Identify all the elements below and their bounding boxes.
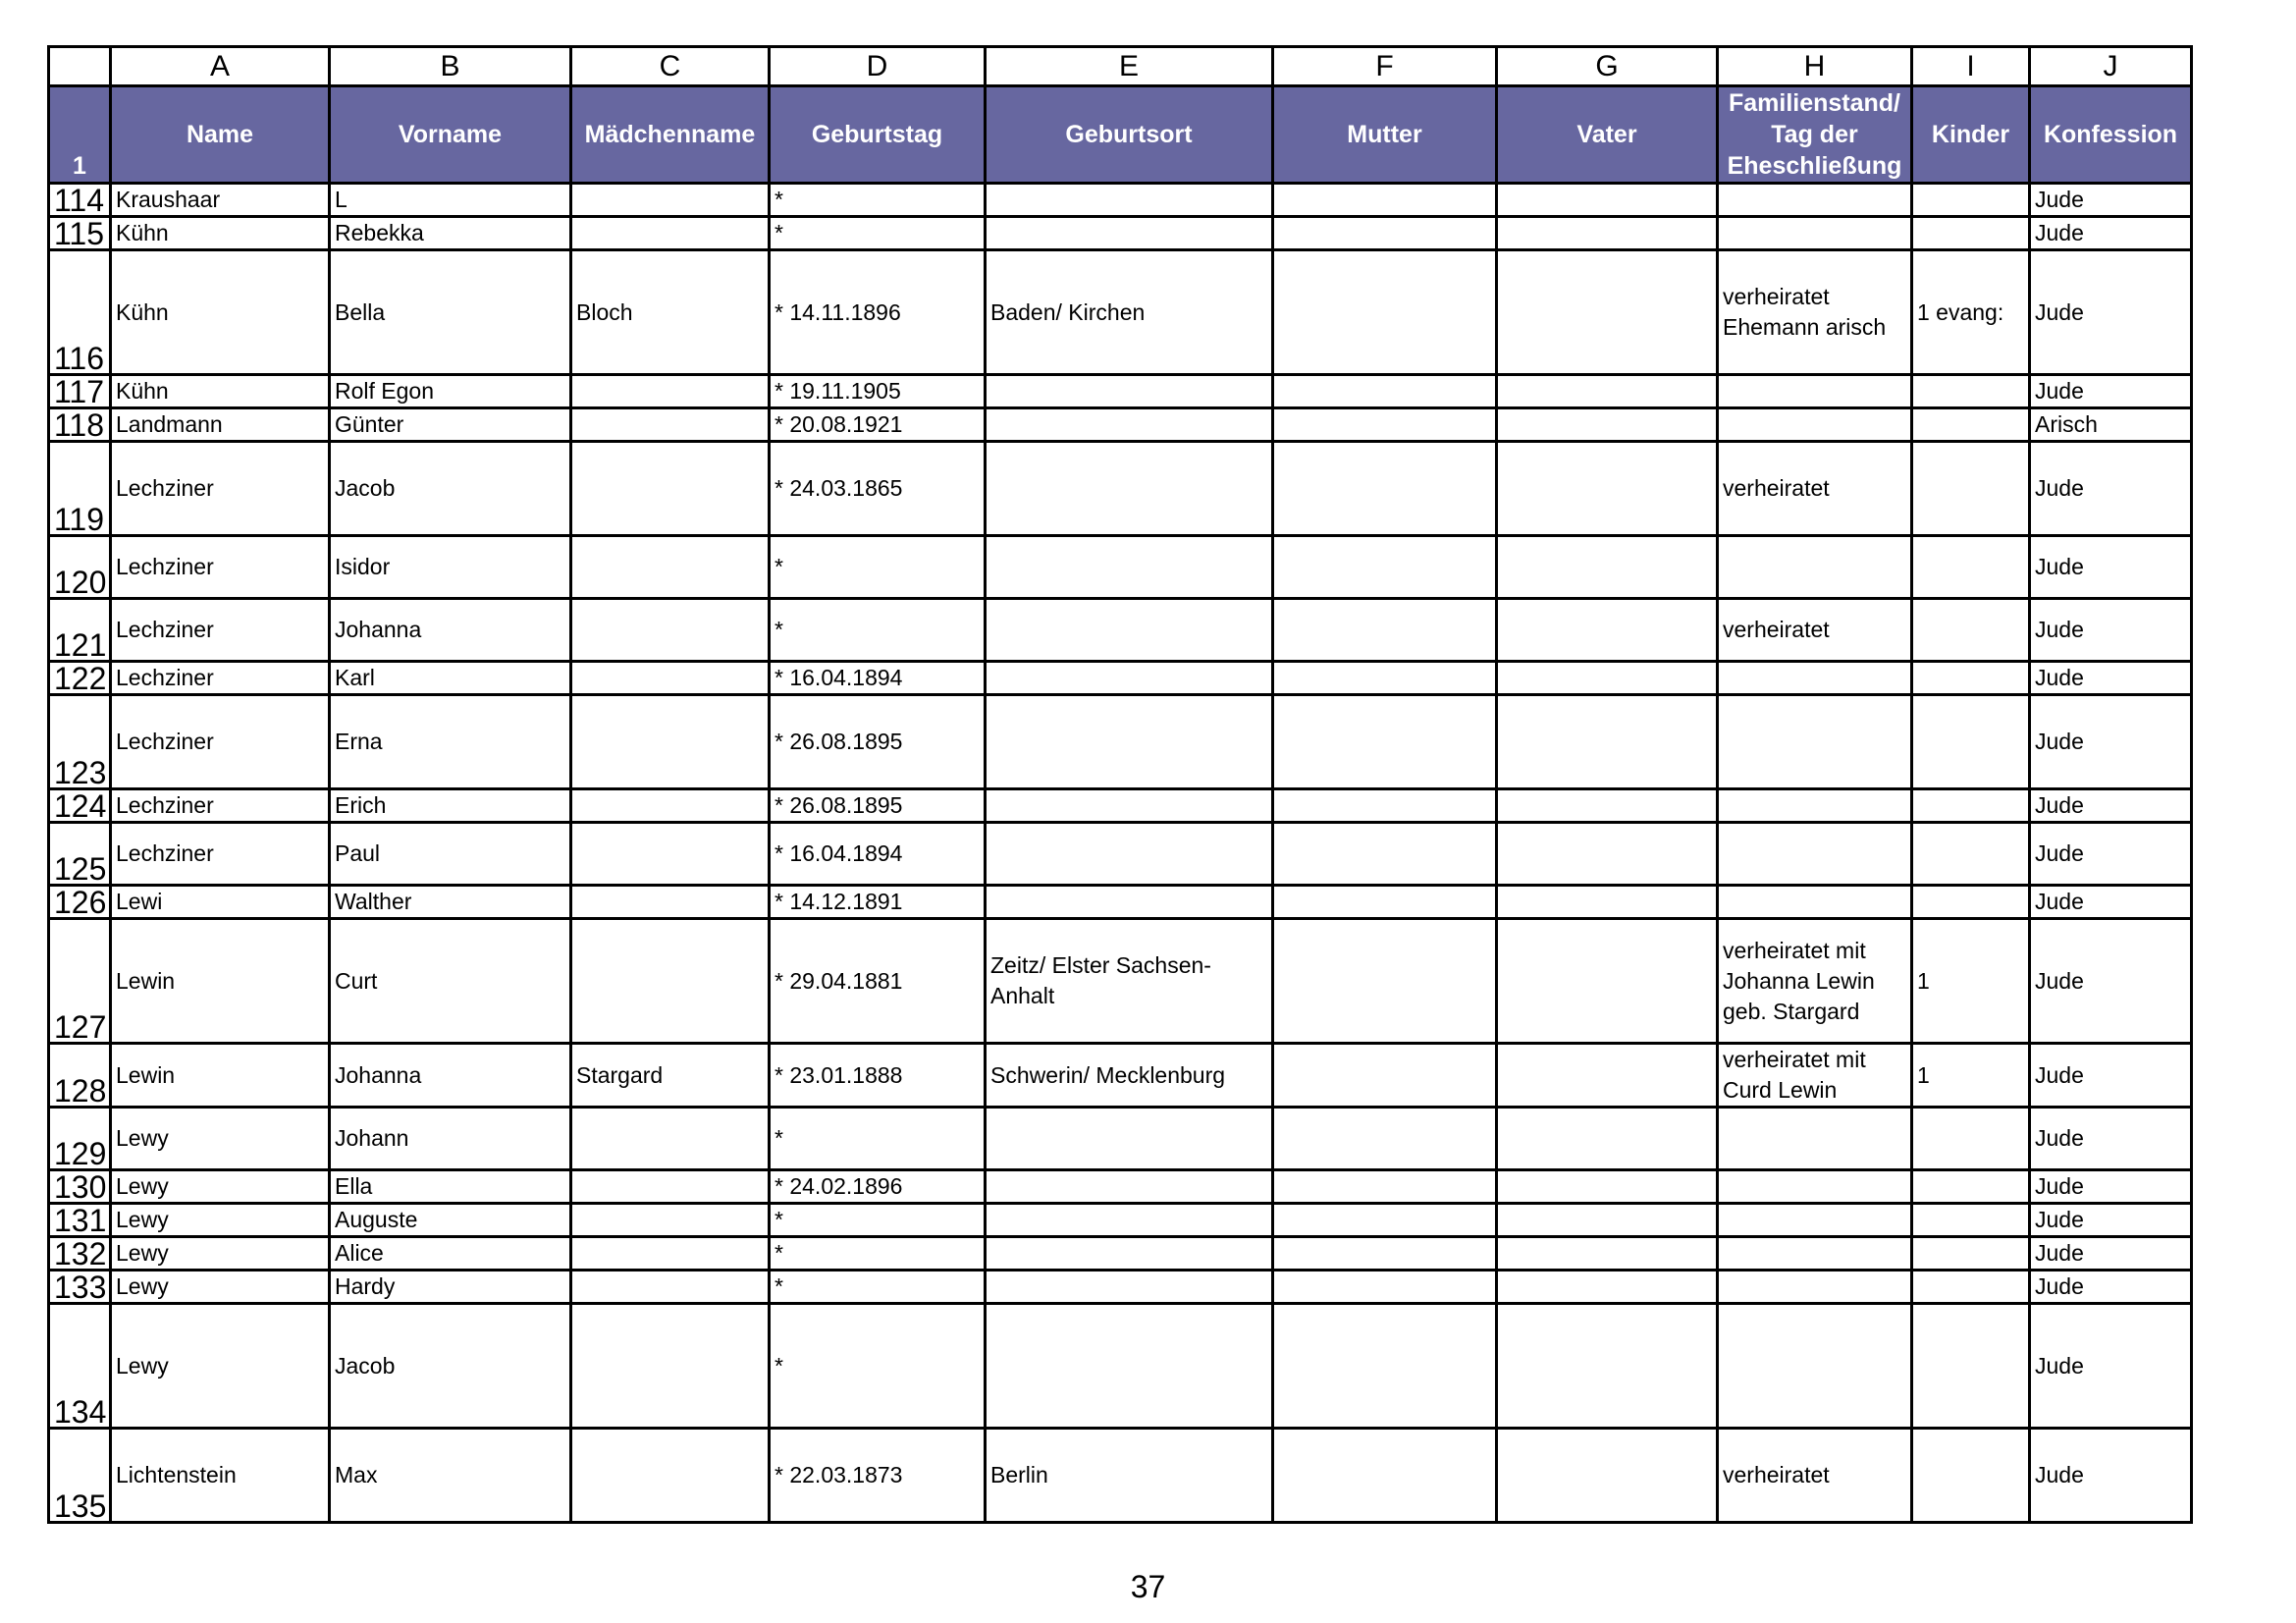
column-header: Name: [111, 86, 330, 184]
table-cell: * 16.04.1894: [770, 662, 986, 695]
table-cell: [1912, 1271, 2030, 1304]
table-cell: [1497, 886, 1718, 919]
column-letter: C: [571, 47, 770, 86]
table-cell: Rebekka: [330, 217, 571, 250]
table-cell: [1718, 789, 1912, 823]
table-row: [49, 1108, 2192, 1170]
table-cell: Jude: [2030, 184, 2192, 217]
table-cell: [986, 662, 1273, 695]
table-cell: [571, 1304, 770, 1429]
table-cell: [571, 375, 770, 408]
table-cell: Jacob: [330, 1304, 571, 1429]
row-number: 1: [49, 86, 111, 184]
table-cell: Rolf Egon: [330, 375, 571, 408]
table-cell: [986, 1204, 1273, 1237]
table-cell: Karl: [330, 662, 571, 695]
table-cell: Kühn: [111, 217, 330, 250]
page-number: 37: [1130, 1569, 1166, 1604]
header-row: [49, 86, 2192, 184]
table-cell: [571, 1108, 770, 1170]
column-letter: I: [1912, 47, 2030, 86]
table-cell: Jude: [2030, 1429, 2192, 1523]
table-cell: Kraushaar: [111, 184, 330, 217]
table-cell: Landmann: [111, 408, 330, 442]
row-number: 126: [49, 886, 111, 919]
table-cell: [1497, 1044, 1718, 1108]
table-row: [49, 1204, 2192, 1237]
table-cell: * 26.08.1895: [770, 789, 986, 823]
table-cell: [1912, 599, 2030, 662]
table-cell: *: [770, 536, 986, 599]
table-cell: Johanna: [330, 1044, 571, 1108]
table-cell: [1912, 1237, 2030, 1271]
row-number: 123: [49, 695, 111, 789]
table-cell: Lewy: [111, 1271, 330, 1304]
table-cell: *: [770, 1204, 986, 1237]
table-cell: [1718, 1304, 1912, 1429]
table-cell: [1718, 823, 1912, 886]
table-cell: * 14.11.1896: [770, 250, 986, 375]
table-cell: [986, 217, 1273, 250]
table-cell: [1273, 789, 1497, 823]
table-cell: [1497, 184, 1718, 217]
table-cell: Berlin: [986, 1429, 1273, 1523]
column-letter: D: [770, 47, 986, 86]
table-cell: [1273, 442, 1497, 536]
table-cell: [1497, 408, 1718, 442]
row-number: 119: [49, 442, 111, 536]
table-row: [49, 1237, 2192, 1271]
table-cell: [1273, 919, 1497, 1044]
table-cell: Hardy: [330, 1271, 571, 1304]
table-cell: [986, 695, 1273, 789]
column-header: Familienstand/ Tag der Eheschließung: [1718, 86, 1912, 184]
table-cell: [1718, 408, 1912, 442]
table-cell: [1912, 442, 2030, 536]
column-letter: F: [1273, 47, 1497, 86]
table-cell: [1912, 823, 2030, 886]
table-cell: [1912, 1429, 2030, 1523]
table-cell: Lewin: [111, 919, 330, 1044]
table-cell: [1273, 1204, 1497, 1237]
table-cell: [1718, 695, 1912, 789]
row-number: 129: [49, 1108, 111, 1170]
table-cell: *: [770, 599, 986, 662]
table-cell: Zeitz/ Elster Sachsen- Anhalt: [986, 919, 1273, 1044]
table-cell: [986, 886, 1273, 919]
table-cell: [1273, 1304, 1497, 1429]
table-row: [49, 695, 2192, 789]
table-cell: [1497, 1271, 1718, 1304]
table-cell: [1273, 1044, 1497, 1108]
column-letter: A: [111, 47, 330, 86]
table-cell: Erich: [330, 789, 571, 823]
table-cell: Jude: [2030, 662, 2192, 695]
table-cell: Jude: [2030, 375, 2192, 408]
corner-cell: [49, 47, 111, 86]
table-cell: [1718, 886, 1912, 919]
column-letter: G: [1497, 47, 1718, 86]
table-cell: Lichtenstein: [111, 1429, 330, 1523]
table-cell: Walther: [330, 886, 571, 919]
table-cell: Jude: [2030, 789, 2192, 823]
table-cell: [571, 536, 770, 599]
table-row: [49, 375, 2192, 408]
table-cell: [1273, 184, 1497, 217]
table-row: [49, 1429, 2192, 1523]
table-cell: Lewy: [111, 1304, 330, 1429]
row-number: 117: [49, 375, 111, 408]
row-number: 124: [49, 789, 111, 823]
table-cell: [986, 1108, 1273, 1170]
table-cell: Schwerin/ Mecklenburg: [986, 1044, 1273, 1108]
table-cell: *: [770, 1108, 986, 1170]
table-row: [49, 217, 2192, 250]
table-cell: [571, 217, 770, 250]
table-cell: Lewy: [111, 1108, 330, 1170]
table-row: [49, 442, 2192, 536]
table-cell: Lechziner: [111, 823, 330, 886]
table-row: [49, 536, 2192, 599]
table-cell: * 14.12.1891: [770, 886, 986, 919]
table-cell: [1497, 789, 1718, 823]
table-cell: Jude: [2030, 250, 2192, 375]
column-header: Vorname: [330, 86, 571, 184]
table-cell: Kühn: [111, 250, 330, 375]
row-number: 130: [49, 1170, 111, 1204]
table-cell: Lechziner: [111, 599, 330, 662]
spreadsheet-body: [49, 47, 2192, 1523]
table-cell: [571, 789, 770, 823]
table-cell: 1: [1912, 919, 2030, 1044]
table-row: [49, 1170, 2192, 1204]
table-cell: [986, 408, 1273, 442]
table-cell: 1 evang:: [1912, 250, 2030, 375]
table-cell: *: [770, 1271, 986, 1304]
row-number: 135: [49, 1429, 111, 1523]
row-number: 114: [49, 184, 111, 217]
row-number: 127: [49, 919, 111, 1044]
table-cell: Lechziner: [111, 536, 330, 599]
table-cell: [1273, 1237, 1497, 1271]
table-cell: [1497, 823, 1718, 886]
table-cell: Jacob: [330, 442, 571, 536]
table-cell: Bloch: [571, 250, 770, 375]
table-cell: [571, 695, 770, 789]
table-row: [49, 250, 2192, 375]
row-number: 115: [49, 217, 111, 250]
spreadsheet-table: [47, 45, 2193, 1524]
table-cell: [1912, 184, 2030, 217]
table-cell: [1912, 886, 2030, 919]
table-cell: [1718, 375, 1912, 408]
table-cell: [1497, 1237, 1718, 1271]
table-cell: [986, 1271, 1273, 1304]
table-cell: [1718, 1237, 1912, 1271]
table-cell: [571, 823, 770, 886]
table-row: [49, 662, 2192, 695]
table-cell: * 26.08.1895: [770, 695, 986, 789]
table-cell: Lechziner: [111, 662, 330, 695]
row-number: 122: [49, 662, 111, 695]
table-cell: Erna: [330, 695, 571, 789]
table-cell: [571, 1237, 770, 1271]
table-cell: Lewy: [111, 1204, 330, 1237]
table-cell: verheiratet mit Johanna Lewin geb. Stargard: [1718, 919, 1912, 1044]
table-row: [49, 789, 2192, 823]
table-cell: Lechziner: [111, 695, 330, 789]
table-cell: Jude: [2030, 919, 2192, 1044]
table-cell: [1718, 184, 1912, 217]
table-cell: *: [770, 217, 986, 250]
table-cell: * 29.04.1881: [770, 919, 986, 1044]
column-header: Vater: [1497, 86, 1718, 184]
table-cell: [1718, 1271, 1912, 1304]
table-row: [49, 184, 2192, 217]
table-cell: [1273, 599, 1497, 662]
table-cell: [1497, 250, 1718, 375]
row-number: 134: [49, 1304, 111, 1429]
table-cell: Stargard: [571, 1044, 770, 1108]
table-cell: [571, 919, 770, 1044]
table-cell: [1912, 695, 2030, 789]
table-cell: Curt: [330, 919, 571, 1044]
row-number: 125: [49, 823, 111, 886]
table-cell: [1497, 1429, 1718, 1523]
table-cell: [1718, 1204, 1912, 1237]
table-cell: [571, 1204, 770, 1237]
row-number: 116: [49, 250, 111, 375]
table-cell: *: [770, 1237, 986, 1271]
table-cell: [1912, 375, 2030, 408]
table-cell: [1497, 919, 1718, 1044]
table-cell: Jude: [2030, 1170, 2192, 1204]
column-header: Kinder: [1912, 86, 2030, 184]
table-cell: Lewy: [111, 1237, 330, 1271]
table-cell: Lewy: [111, 1170, 330, 1204]
table-cell: Lechziner: [111, 442, 330, 536]
table-cell: [1912, 662, 2030, 695]
row-number: 133: [49, 1271, 111, 1304]
table-row: [49, 599, 2192, 662]
table-cell: * 19.11.1905: [770, 375, 986, 408]
table-cell: [1273, 217, 1497, 250]
table-cell: [1497, 599, 1718, 662]
table-cell: [571, 408, 770, 442]
table-cell: [1273, 536, 1497, 599]
table-cell: Lewin: [111, 1044, 330, 1108]
table-cell: [1497, 662, 1718, 695]
table-cell: Lewi: [111, 886, 330, 919]
table-cell: Paul: [330, 823, 571, 886]
table-cell: [1273, 662, 1497, 695]
row-number: 132: [49, 1237, 111, 1271]
table-cell: Jude: [2030, 823, 2192, 886]
table-cell: [571, 886, 770, 919]
table-cell: Kühn: [111, 375, 330, 408]
table-cell: [571, 1271, 770, 1304]
row-number: 118: [49, 408, 111, 442]
table-cell: * 24.02.1896: [770, 1170, 986, 1204]
table-cell: verheiratet: [1718, 1429, 1912, 1523]
table-cell: [1497, 442, 1718, 536]
table-cell: [1912, 1204, 2030, 1237]
table-cell: [1273, 1170, 1497, 1204]
table-cell: [1912, 217, 2030, 250]
table-cell: [1912, 1304, 2030, 1429]
table-cell: [1273, 823, 1497, 886]
table-cell: [1497, 1204, 1718, 1237]
table-cell: [1912, 408, 2030, 442]
table-cell: verheiratet Ehemann arisch: [1718, 250, 1912, 375]
table-cell: [986, 1237, 1273, 1271]
table-row: [49, 919, 2192, 1044]
table-cell: Jude: [2030, 536, 2192, 599]
table-cell: [986, 789, 1273, 823]
table-cell: [571, 442, 770, 536]
table-row: [49, 1304, 2192, 1429]
table-cell: Jude: [2030, 1044, 2192, 1108]
column-letter: H: [1718, 47, 1912, 86]
table-cell: [1273, 1429, 1497, 1523]
table-cell: verheiratet: [1718, 599, 1912, 662]
column-letter-row: [49, 47, 2192, 86]
row-number: 128: [49, 1044, 111, 1108]
table-cell: [1718, 217, 1912, 250]
table-cell: Johann: [330, 1108, 571, 1170]
table-row: [49, 408, 2192, 442]
table-cell: Isidor: [330, 536, 571, 599]
table-cell: [1912, 536, 2030, 599]
column-letter: E: [986, 47, 1273, 86]
table-cell: [1912, 1170, 2030, 1204]
table-cell: [986, 184, 1273, 217]
table-cell: verheiratet mit Curd Lewin: [1718, 1044, 1912, 1108]
table-cell: [1497, 217, 1718, 250]
table-cell: [1497, 695, 1718, 789]
table-cell: [1273, 408, 1497, 442]
column-letter: B: [330, 47, 571, 86]
table-cell: Günter: [330, 408, 571, 442]
table-cell: [1273, 250, 1497, 375]
column-header: Geburtsort: [986, 86, 1273, 184]
table-cell: [571, 599, 770, 662]
table-cell: Jude: [2030, 1237, 2192, 1271]
table-cell: [1497, 375, 1718, 408]
table-cell: L: [330, 184, 571, 217]
row-number: 120: [49, 536, 111, 599]
table-cell: Jude: [2030, 1204, 2192, 1237]
table-cell: [986, 1304, 1273, 1429]
column-letter: J: [2030, 47, 2192, 86]
table-cell: [986, 823, 1273, 886]
table-cell: [1497, 1108, 1718, 1170]
table-cell: Jude: [2030, 1304, 2192, 1429]
table-cell: Jude: [2030, 442, 2192, 536]
table-cell: [1718, 662, 1912, 695]
table-cell: [1718, 536, 1912, 599]
table-cell: * 23.01.1888: [770, 1044, 986, 1108]
table-cell: 1: [1912, 1044, 2030, 1108]
table-cell: [571, 1170, 770, 1204]
column-header: Geburtstag: [770, 86, 986, 184]
table-cell: [1273, 375, 1497, 408]
table-cell: [1718, 1108, 1912, 1170]
table-cell: [1273, 1108, 1497, 1170]
table-row: [49, 886, 2192, 919]
table-cell: Baden/ Kirchen: [986, 250, 1273, 375]
table-cell: [986, 442, 1273, 536]
table-cell: Johanna: [330, 599, 571, 662]
table-cell: verheiratet: [1718, 442, 1912, 536]
table-cell: Jude: [2030, 695, 2192, 789]
table-cell: Jude: [2030, 217, 2192, 250]
table-cell: [986, 599, 1273, 662]
table-cell: [571, 1429, 770, 1523]
table-cell: [1273, 695, 1497, 789]
column-header: Mutter: [1273, 86, 1497, 184]
table-cell: *: [770, 1304, 986, 1429]
table-cell: Ella: [330, 1170, 571, 1204]
table-cell: [986, 536, 1273, 599]
table-cell: * 22.03.1873: [770, 1429, 986, 1523]
table-cell: * 16.04.1894: [770, 823, 986, 886]
table-cell: [1497, 536, 1718, 599]
table-cell: [571, 184, 770, 217]
table-cell: *: [770, 184, 986, 217]
table-cell: [1718, 1170, 1912, 1204]
table-cell: Jude: [2030, 886, 2192, 919]
table-cell: Max: [330, 1429, 571, 1523]
table-cell: Auguste: [330, 1204, 571, 1237]
column-header: Konfession: [2030, 86, 2192, 184]
table-cell: [1273, 1271, 1497, 1304]
table-row: [49, 1044, 2192, 1108]
table-row: [49, 823, 2192, 886]
table-cell: Alice: [330, 1237, 571, 1271]
table-cell: Bella: [330, 250, 571, 375]
table-cell: [1497, 1304, 1718, 1429]
table-cell: [571, 662, 770, 695]
table-cell: [1497, 1170, 1718, 1204]
table-row: [49, 1271, 2192, 1304]
table-cell: [986, 1170, 1273, 1204]
table-cell: [1912, 789, 2030, 823]
table-cell: [986, 375, 1273, 408]
table-cell: Jude: [2030, 599, 2192, 662]
table-cell: * 24.03.1865: [770, 442, 986, 536]
row-number: 121: [49, 599, 111, 662]
table-cell: Lechziner: [111, 789, 330, 823]
table-cell: Jude: [2030, 1271, 2192, 1304]
table-cell: * 20.08.1921: [770, 408, 986, 442]
table-cell: [1912, 1108, 2030, 1170]
table-cell: Arisch: [2030, 408, 2192, 442]
table-cell: [1273, 886, 1497, 919]
row-number: 131: [49, 1204, 111, 1237]
column-header: Mädchenname: [571, 86, 770, 184]
table-cell: Jude: [2030, 1108, 2192, 1170]
